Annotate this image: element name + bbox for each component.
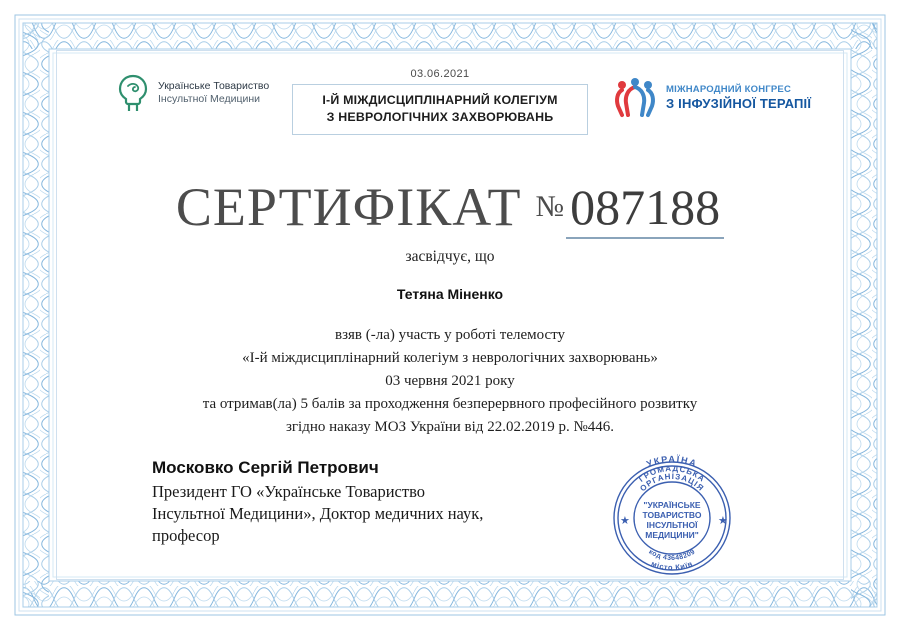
left-logo-line1: Українське Товариство — [158, 80, 270, 92]
certificate-header — [56, 62, 844, 152]
number-sign: № — [535, 190, 565, 223]
right-logo-line1: МІЖНАРОДНИЙ КОНГРЕС — [666, 84, 792, 95]
body-line-5: згідно наказу МОЗ України від 22.02.2019 р. №446. — [285, 419, 614, 435]
stamp-star-right: ★ — [718, 515, 728, 527]
certificate-title-row — [56, 176, 844, 238]
right-logo-line2: З ІНФУЗІЙНОЇ ТЕРАПІЇ — [666, 96, 812, 111]
stamp-ring-line2: ОРГАНІЗАЦІЯ — [638, 471, 706, 494]
official-stamp — [592, 440, 752, 590]
stamp-ring-line1: ГРОМАДСЬКА — [637, 463, 707, 484]
brain-ribbon-logo-icon — [116, 74, 150, 114]
body-line-3: 03 червня 2021 року — [385, 373, 515, 389]
people-congress-logo-icon — [612, 76, 658, 118]
event-header-block — [292, 68, 588, 135]
stamp-center-line4: МЕДИЦИНИ" — [645, 530, 699, 540]
stamp-center-line2: ТОВАРИСТВО — [642, 510, 702, 520]
event-title-line1: І-Й МІЖДИСЦИПЛІНАРНИЙ КОЛЕГІУМ — [322, 93, 558, 107]
organizer-logo-left — [116, 74, 296, 114]
signatory-role-line2: Інсультної Медицини», Доктор медичних наук, — [152, 504, 484, 523]
stamp-bottom-text: місто Київ — [649, 558, 695, 573]
congress-logo-right — [612, 76, 812, 118]
certificate-number: 087188 — [566, 179, 724, 239]
stamp-center-line3: ІНСУЛЬТНОЇ — [646, 520, 698, 530]
page-title: СЕРТИФІКАТ — [175, 177, 522, 237]
recipient-name: Тетяна Міненко — [396, 286, 504, 302]
event-date: 03.06.2021 — [410, 68, 470, 80]
body-line-4: та отримав(ла) 5 балів за проходження безперервного професійного розвитку — [202, 396, 698, 412]
event-title-line2: З НЕВРОЛОГІЧНИХ ЗАХВОРЮВАНЬ — [326, 110, 554, 124]
body-line-2: «І-й міждисциплінарний колегіум з неврологічних захворювань» — [242, 350, 658, 366]
left-logo-line2: Інсультної Медицини — [158, 93, 261, 105]
stamp-outer-top: УКРАЇНА — [645, 453, 699, 470]
signatory-role-line1: Президент ГО «Українське Товариство — [152, 482, 426, 501]
signature-block — [152, 458, 572, 547]
signatory-role-line3: професор — [152, 526, 220, 545]
body-line-1: взяв (-ла) участь у роботі телемосту — [334, 327, 566, 343]
stamp-code: код 43648209 — [647, 548, 697, 563]
attests-text: засвідчує, що — [405, 248, 495, 265]
stamp-center-line1: "УКРАЇНСЬКЕ — [643, 500, 701, 510]
certificate-body — [56, 248, 844, 439]
signatory-name: Московко Сергій Петрович — [152, 458, 379, 477]
event-title-box — [292, 84, 588, 135]
stamp-star-left: ★ — [620, 515, 630, 527]
